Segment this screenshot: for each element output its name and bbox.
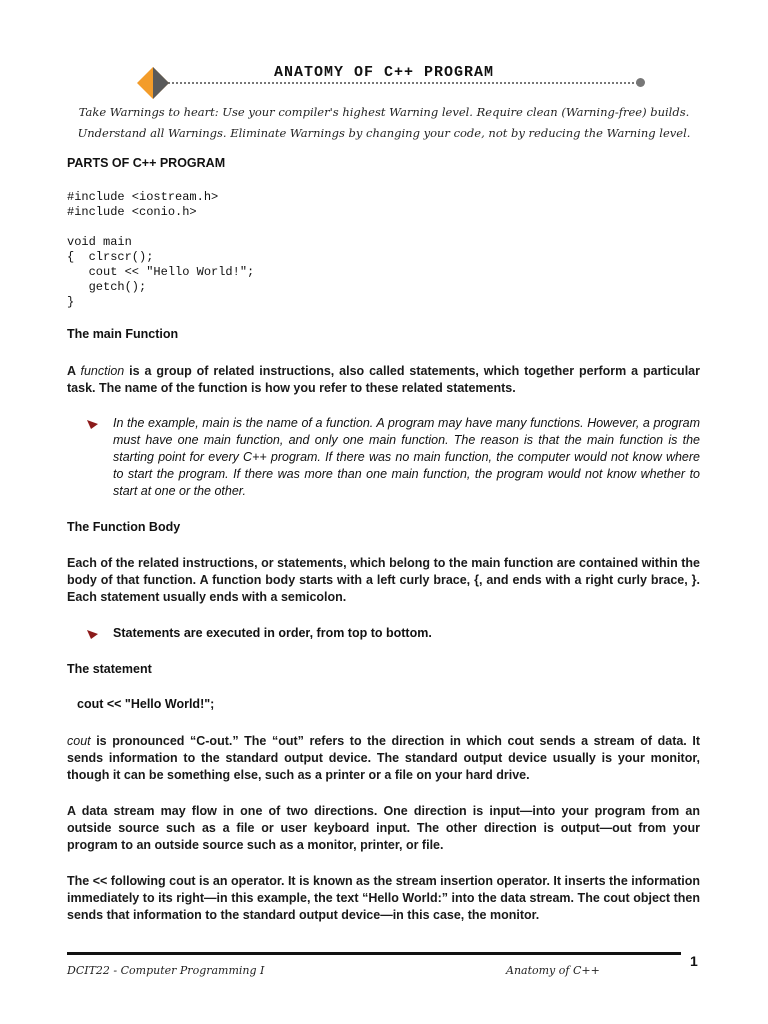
heading-statement: The statement [67,662,152,676]
footer-rule [67,952,681,955]
para-prefix: A [67,364,81,378]
header-dotted-rule [160,82,638,84]
term-cout: cout [67,734,91,748]
arrow-bullet-icon [86,628,100,640]
term-function: function [80,364,125,378]
arrow-bullet-icon [86,418,100,430]
paragraph-function-body: Each of the related instructions, or statements, which belong to the main function are contained within the body of that function. A function body starts with a left curly brace, {, and ends with a right curly brace, }. Each statement usually ends with a semicolon. [67,556,700,604]
footer-chapter: Anatomy of C++ [506,964,600,977]
para-rest: is pronounced “C-out.” The “out” refers to the direction in which cout sends a stream of data. It sends information to the standard output device. The standard output device usually is your monitor, though it can be something else, such as a printer or a file on your hard drive. [67,734,700,782]
bullet-function-body: Statements are executed in order, from top to bottom. [113,626,432,640]
footer-course: DCIT22 - Computer Programming I [67,964,265,977]
para-rest: is a group of related instructions, also called statements, which together perform a particular task. The name of the function is how you refer to these related statements. [67,364,700,395]
code-sample: #include <iostream.h> #include <conio.h> void main { clrscr(); cout << "Hello World!"; getch(); } [67,190,255,309]
header-quote: Take Warnings to heart: Use your compiler's highest Warning level. Require clean (Warning-free) builds. Understand all Warnings. Eliminate Warnings by changing your code, not by reducing the Warning level. [77,105,691,140]
paragraph-insertion-operator: The << following cout is an operator. It is known as the stream insertion operator. It inserts the information immediately to its right—in this example, the text “Hello World:” into the data stream. The cout object then sends that information to the standard output device—in this case, the monitor. [67,874,700,922]
page-number: 1 [690,953,698,969]
paragraph-data-stream: A data stream may flow in one of two directions. One direction is input—into your program from an outside source such as a file or user keyboard input. The other direction is output—out from your program to an outside source such as a monitor, printer, or file. [67,804,700,852]
heading-parts: PARTS OF C++ PROGRAM [67,156,226,170]
paragraph-main-function [67,363,700,397]
bullet-main-function: In the example, main is the name of a function. A program may have many functions. However, a program must have one main function, and only one main function. The reason is that the main function is the starting point for every C++ program. If there was no main function, the computer would not know where to start the program. If there was more than one main function, the program would not know whether to start at one or the other. [113,416,700,498]
heading-main-function: The main Function [67,327,179,341]
statement-example: cout << "Hello World!"; [77,697,215,711]
heading-function-body: The Function Body [67,520,181,534]
page-title: ANATOMY OF C++ PROGRAM [273,64,495,81]
paragraph-cout [67,733,700,784]
